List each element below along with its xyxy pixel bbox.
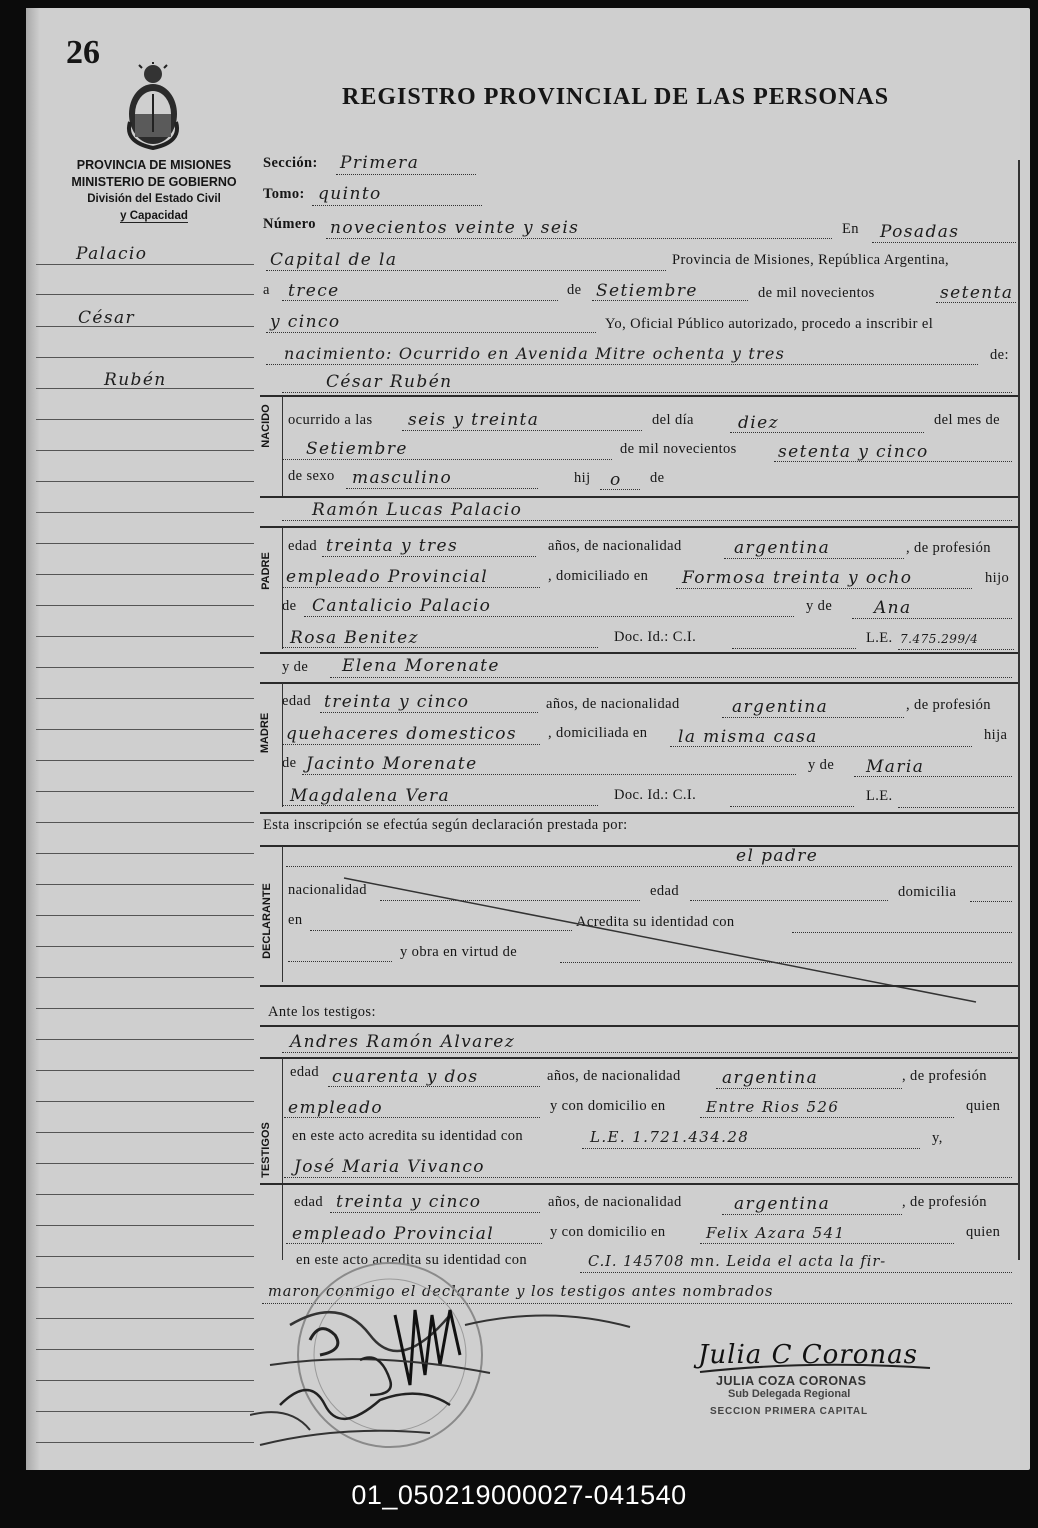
- testigo2-nac: argentina: [734, 1194, 831, 1214]
- declarante-nacionalidad-label: nacionalidad: [288, 882, 367, 898]
- nacido-de-label: de: [650, 470, 665, 486]
- testigo1-edad: cuarenta y dos: [332, 1067, 479, 1087]
- declarante-acredita-label: Acredita su identidad con: [576, 914, 735, 930]
- testigo1-prof-label: , de profesión: [902, 1068, 987, 1084]
- padre-madre-de-value-2: Rosa Benitez: [290, 628, 419, 648]
- madre-edad-label: edad: [282, 693, 311, 709]
- testigo1-prof: empleado: [288, 1098, 384, 1118]
- padre-padre-de-value: Cantalicio Palacio: [312, 596, 492, 616]
- padre-hijo-label: hijo: [985, 570, 1010, 586]
- testigo2-edad: treinta y cinco: [336, 1192, 482, 1212]
- hora-value: seis y treinta: [408, 410, 540, 430]
- madre-padre-de-value: Jacinto Morenate: [306, 754, 478, 774]
- padre-edad-value: treinta y tres: [326, 536, 459, 556]
- acto-value: nacimiento: Ocurrido en Avenida Mitre ochenta y tres: [284, 344, 785, 363]
- provincia-label: Provincia de Misiones, República Argentina,: [672, 252, 950, 268]
- de2-label: de:: [990, 347, 1009, 363]
- hij-value: o: [610, 470, 622, 490]
- madre-y-de2-label: y de: [808, 757, 835, 773]
- declarante-edad-label: edad: [650, 883, 679, 899]
- nacido-nombre-value: César Rubén: [326, 372, 453, 392]
- testigo1-doc: L.E. 1.721.434.28: [590, 1128, 750, 1146]
- del-dia-label: del día: [652, 412, 694, 428]
- stamp-name: JULIA COZA CORONAS: [716, 1374, 867, 1388]
- madre-doc-label: Doc. Id.: C.I.: [614, 787, 697, 803]
- declarante-en-label: en: [288, 912, 303, 928]
- declarante-tag: DECLARANTE: [261, 883, 273, 959]
- padre-edad-label: edad: [288, 538, 317, 554]
- en-label: En: [842, 221, 859, 237]
- padre-le-label: L.E.: [866, 630, 893, 646]
- madre-le-label: L.E.: [866, 788, 893, 804]
- coat-of-arms-emblem: [120, 62, 186, 152]
- margin-surname: Palacio: [76, 244, 148, 264]
- padre-profesion-value: empleado Provincial: [286, 567, 489, 587]
- en-value: Posadas: [880, 222, 960, 242]
- oficial-label: Yo, Oficial Público autorizado, procedo a inscribir el: [605, 316, 934, 332]
- madre-anios-label: años, de nacionalidad: [546, 696, 680, 712]
- office-line-4: y Capacidad: [120, 210, 188, 222]
- testigo2-quien-label: quien: [966, 1224, 1001, 1240]
- madre-profesion-value: quehaceres domesticos: [286, 724, 518, 744]
- madre-edad-value: treinta y cinco: [324, 692, 470, 712]
- padre-nombre-value: Ramón Lucas Palacio: [312, 500, 523, 520]
- padre-doc-label: Doc. Id.: C.I.: [614, 629, 697, 645]
- madre-tag: MADRE: [259, 712, 271, 754]
- mil-label: de mil novecientos: [758, 285, 875, 301]
- testigo1-nac: argentina: [722, 1068, 819, 1088]
- padre-madre-de-value-1: Ana: [874, 598, 912, 618]
- testigo2-doc: C.I. 145708 mn. Leida el acta la fir-: [588, 1254, 887, 1270]
- office-line-3: División del Estado Civil: [87, 193, 221, 205]
- office-line-2: MINISTERIO DE GOBIERNO: [71, 175, 237, 189]
- year-value-1: setenta: [940, 283, 1014, 303]
- padre-de-label: de: [282, 598, 297, 614]
- testigo2-acredita-label: en este acto acredita su identidad con: [296, 1252, 527, 1268]
- ocurrido-label: ocurrido a las: [288, 412, 373, 428]
- nacido-mil-label: de mil novecientos: [620, 441, 737, 457]
- madre-madre-de-value-2: Magdalena Vera: [290, 786, 451, 806]
- madre-profesion-label: , de profesión: [906, 697, 991, 713]
- mes-value: Setiembre: [306, 439, 408, 459]
- office-block: [56, 157, 252, 225]
- image-identifier: 01_050219000027-041540: [351, 1480, 687, 1510]
- testigos-intro: Ante los testigos:: [268, 1004, 376, 1020]
- testigo1-y-label: y,: [932, 1130, 943, 1146]
- tomo-label: Tomo:: [263, 186, 305, 202]
- madre-madre-de-value-1: Maria: [866, 757, 925, 777]
- testigo2-dom: Felix Azara 541: [706, 1224, 846, 1242]
- declarante-domicilio-label: domicilia: [898, 884, 957, 900]
- tomo-value: quinto: [318, 184, 382, 204]
- padre-tag: PADRE: [260, 552, 272, 590]
- madre-hija-label: hija: [984, 727, 1008, 743]
- office-line-1: PROVINCIA DE MISIONES: [76, 158, 232, 172]
- official-signature: Julia C Coronas: [698, 1340, 918, 1370]
- testigo2-dom-label: y con domicilio en: [550, 1224, 666, 1240]
- page-number: 26: [66, 34, 100, 71]
- testigo2-prof: empleado Provincial: [292, 1224, 495, 1244]
- testigo1-edad-label: edad: [290, 1064, 319, 1080]
- declarante-obra-label: y obra en virtud de: [400, 944, 518, 960]
- numero-value: novecientos veinte y seis: [330, 218, 580, 238]
- testigo1-anios-label: años, de nacionalidad: [547, 1068, 681, 1084]
- hij-label: hij: [574, 470, 591, 486]
- testigo1-nombre: Andres Ramón Alvarez: [290, 1032, 516, 1052]
- padre-nacionalidad-value: argentina: [734, 538, 831, 558]
- stamp-office: SECCION PRIMERA CAPITAL: [710, 1406, 868, 1417]
- madre-nacionalidad-value: argentina: [732, 697, 829, 717]
- madre-de-label: de: [282, 755, 297, 771]
- padre-le-value: 7.475.299/4: [900, 632, 979, 646]
- city-value: Capital de la: [270, 250, 398, 270]
- testigo2-edad-label: edad: [294, 1194, 323, 1210]
- madre-nombre-value: Elena Morenate: [342, 656, 500, 676]
- madre-domicilio-label: , domiciliada en: [548, 725, 648, 741]
- seccion-value: Primera: [340, 153, 420, 173]
- padre-anios-label: años, de nacionalidad: [548, 538, 682, 554]
- de-label: de: [567, 282, 582, 298]
- document-title: REGISTRO PROVINCIAL DE LAS PERSONAS: [342, 84, 890, 110]
- stamp-role: Sub Delegada Regional: [728, 1388, 851, 1400]
- year-value-2: y cinco: [270, 312, 341, 332]
- padre-profesion-label: , de profesión: [906, 540, 991, 556]
- dia-value: diez: [738, 413, 779, 433]
- testigo2-anios-label: años, de nacionalidad: [548, 1194, 682, 1210]
- testigo1-quien-label: quien: [966, 1098, 1001, 1114]
- sexo-label: de sexo: [288, 468, 335, 484]
- closing-text: maron conmigo el declarante y los testigos antes nombrados: [268, 1284, 774, 1300]
- sexo-value: masculino: [352, 468, 453, 488]
- anio-value: setenta y cinco: [778, 442, 929, 462]
- signatures-area: [250, 1255, 700, 1455]
- madre-y-de-label: y de: [282, 659, 309, 675]
- numero-label: Número: [263, 216, 316, 232]
- cancel-strike-line: [340, 870, 980, 1010]
- padre-domicilio-label: , domiciliado en: [548, 568, 649, 584]
- margin-name-1: César: [78, 308, 136, 328]
- testigo1-acredita-label: en este acto acredita su identidad con: [292, 1128, 523, 1144]
- padre-y-de-label: y de: [806, 598, 833, 614]
- a-label: a: [263, 282, 270, 298]
- testigo2-nombre: José Maria Vivanco: [294, 1157, 485, 1177]
- margin-name-2: Rubén: [104, 370, 167, 390]
- del-mes-label: del mes de: [934, 412, 1001, 428]
- declarante-value: el padre: [736, 846, 819, 866]
- nacido-tag: NACIDO: [260, 404, 272, 448]
- testigo1-dom: Entre Rios 526: [706, 1098, 840, 1116]
- madre-domicilio-value: la misma casa: [678, 727, 818, 747]
- declarante-intro: Esta inscripción se efectúa según declaración prestada por:: [263, 817, 628, 833]
- day-value: trece: [288, 281, 340, 301]
- testigo1-dom-label: y con domicilio en: [550, 1098, 666, 1114]
- padre-domicilio-value: Formosa treinta y ocho: [682, 568, 913, 588]
- month-value: Setiembre: [596, 281, 698, 301]
- seccion-label: Sección:: [263, 155, 318, 171]
- testigo2-prof-label: , de profesión: [902, 1194, 987, 1210]
- testigos-tag: TESTIGOS: [260, 1122, 272, 1178]
